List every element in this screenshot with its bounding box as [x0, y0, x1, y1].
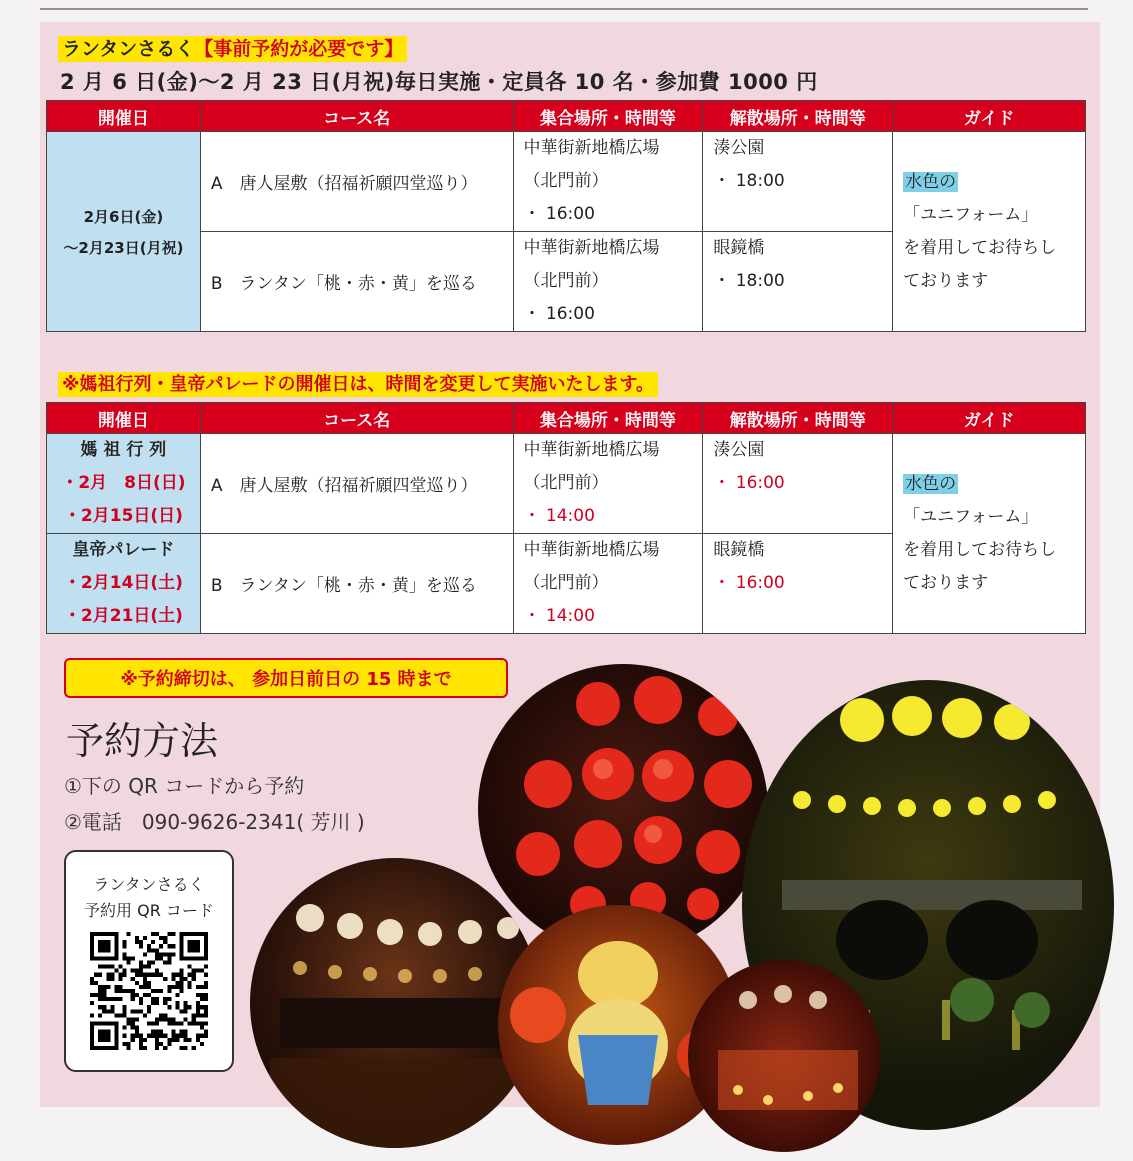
deadline-banner: ※予約締切は、 参加日前日の 15 時まで [64, 658, 508, 698]
dismissal-cell [703, 534, 893, 634]
event-title-text: ランタンさるく [62, 38, 195, 60]
dismissal-time: ・ 16:00 [713, 573, 785, 593]
emperor-date-2: ・2月21日(土) [63, 606, 183, 626]
meeting-time: ・ 16:00 [523, 204, 595, 224]
guide-text-2: ております [903, 572, 989, 593]
meeting-place: 中華街新地橋広場 [523, 440, 660, 460]
dismissal-place: 湊公園 [713, 440, 765, 460]
meeting-time: ・ 16:00 [523, 304, 595, 324]
schedule-table-parade [46, 402, 1086, 634]
meeting-place: 中華街新地橋広場 [523, 138, 660, 158]
dismissal-cell [703, 232, 893, 332]
lantern-photo-art [688, 960, 880, 1152]
dismissal-time: ・ 18:00 [713, 271, 785, 291]
meeting-cell [513, 132, 703, 232]
dismissal-time: ・ 18:00 [713, 171, 785, 191]
col-header-dismissal: 解散場所・時間等 [703, 403, 893, 434]
lantern-photo-art [250, 858, 540, 1148]
guide-text-2: ております [903, 270, 989, 291]
dismissal-place: 眼鏡橋 [713, 238, 765, 258]
guide-color-label: 水色の [905, 171, 957, 192]
reservation-method-qr: ①下の QR コードから予約 [64, 774, 305, 798]
dismissal-place: 眼鏡橋 [713, 540, 765, 560]
course-a-name: A 唐人屋敷（招福祈願四堂巡り） [200, 132, 513, 232]
schedule-change-notice [58, 370, 658, 396]
meeting-time: ・ 14:00 [523, 506, 595, 526]
table-row [47, 132, 1086, 232]
dismissal-cell [703, 132, 893, 232]
qr-card [64, 850, 234, 1072]
parade-date-cell-emperor [47, 534, 201, 634]
qr-card-subtitle: 予約用 QR コード [84, 901, 214, 920]
guide-text-1: を着用してお待ちし [903, 237, 1057, 258]
emperor-date-1: ・2月14日(土) [63, 573, 183, 593]
mazu-date-1: ・2月 8日(日) [61, 473, 186, 493]
guide-color-label: 水色の [905, 473, 957, 494]
table-header-row [47, 403, 1086, 434]
course-a-name: A 唐人屋敷（招福祈願四堂巡り） [200, 434, 513, 534]
lantern-photo-chinatown-night [250, 858, 540, 1148]
col-header-date: 開催日 [47, 403, 201, 434]
guide-cell [893, 132, 1086, 332]
meeting-place: 中華街新地橋広場 [523, 540, 660, 560]
top-divider [40, 0, 1088, 10]
col-header-course: コース名 [200, 101, 513, 132]
date-start: 2月6日(金) [83, 207, 164, 226]
meeting-place-detail: （北門前） [523, 573, 609, 593]
qr-card-title: ランタンさるく [93, 875, 205, 894]
mazu-procession-label: 媽 祖 行 列 [80, 440, 167, 460]
qr-code-icon[interactable] [90, 932, 208, 1050]
course-b-name: B ランタン「桃・赤・黄」を巡る [200, 534, 513, 634]
reservation-method-phone: ②電話 090-9626-2341( 芳川 ) [64, 810, 365, 834]
meeting-place-detail: （北門前） [523, 171, 609, 191]
guide-text-1: を着用してお待ちし [903, 539, 1057, 560]
col-header-course: コース名 [200, 403, 513, 434]
event-subtitle: 2 月 6 日(金)～2 月 23 日(月祝)毎日実施・定員各 10 名・参加費 1000 円 [60, 70, 818, 94]
course-b-name: B ランタン「桃・赤・黄」を巡る [200, 232, 513, 332]
col-header-guide: ガイド [893, 403, 1086, 434]
meeting-place: 中華街新地橋広場 [523, 238, 660, 258]
meeting-cell [513, 232, 703, 332]
meeting-cell [513, 534, 703, 634]
table-row [47, 434, 1086, 534]
dismissal-time: ・ 16:00 [713, 473, 785, 493]
col-header-guide: ガイド [893, 101, 1086, 132]
mazu-date-2: ・2月15日(日) [63, 506, 183, 526]
guide-cell [893, 434, 1086, 634]
date-end: ～2月23日(月祝) [63, 238, 184, 257]
col-header-dismissal: 解散場所・時間等 [703, 101, 893, 132]
lantern-photo-stage [688, 960, 880, 1152]
meeting-place-detail: （北門前） [523, 473, 609, 493]
col-header-meeting: 集合場所・時間等 [513, 101, 703, 132]
reservation-title: 予約方法 [66, 719, 219, 763]
reservation-required-label: 【事前予約が必要です】 [194, 38, 404, 60]
table-header-row [47, 101, 1086, 132]
meeting-place-detail: （北門前） [523, 271, 609, 291]
guide-uniform: 「ユニフォーム」 [903, 506, 1039, 527]
meeting-time: ・ 14:00 [523, 606, 595, 626]
parade-date-cell-mazu [47, 434, 201, 534]
guide-uniform: 「ユニフォーム」 [903, 204, 1039, 225]
col-header-meeting: 集合場所・時間等 [513, 403, 703, 434]
dismissal-cell [703, 434, 893, 534]
date-range-cell [47, 132, 201, 332]
dismissal-place: 湊公園 [713, 138, 765, 158]
col-header-date: 開催日 [47, 101, 201, 132]
notice-text: ※媽祖行列・皇帝パレードの開催日は、時間を変更して実施いたします。 [58, 372, 658, 397]
emperor-parade-label: 皇帝パレード [72, 540, 175, 560]
schedule-table-regular [46, 100, 1086, 332]
meeting-cell [513, 434, 703, 534]
event-title [58, 34, 407, 61]
